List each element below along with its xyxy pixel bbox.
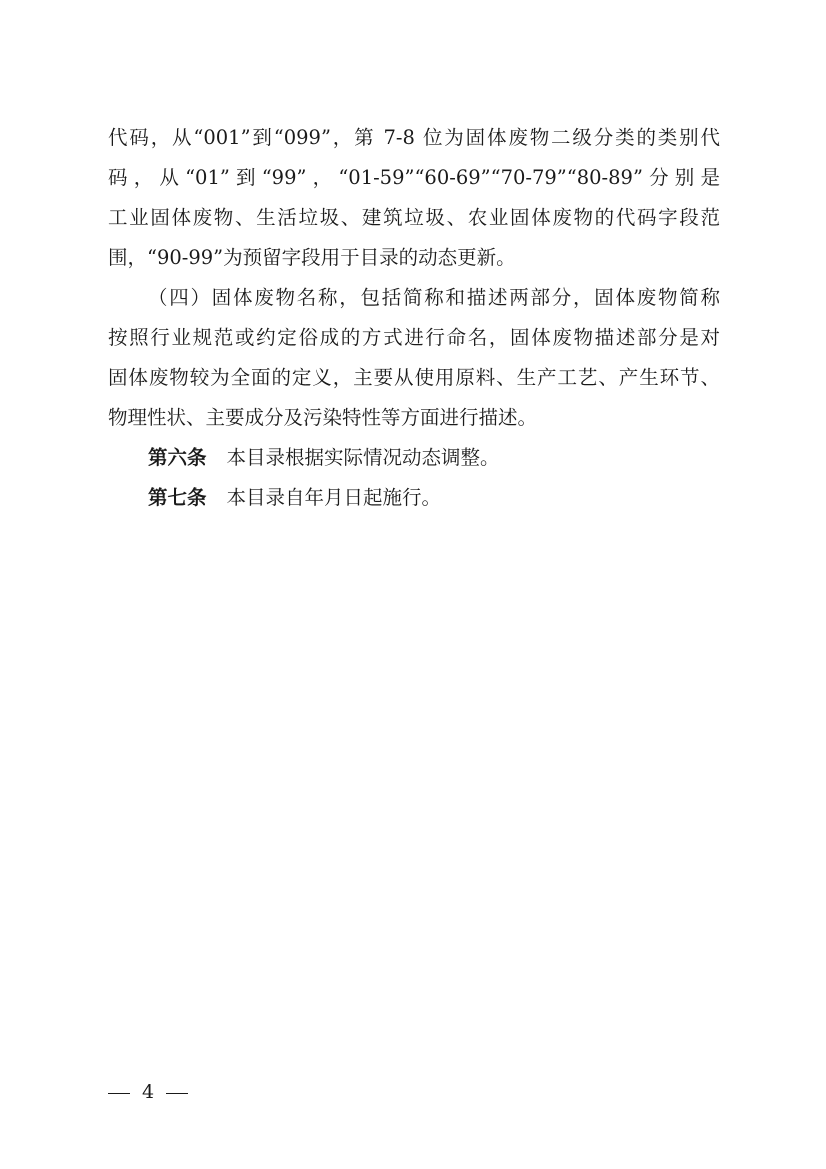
paragraph-code-description xyxy=(108,118,720,278)
paragraph-line: 码，从“01”到“99”，“01-59”“60-69”“70-79”“80-89”分别是 xyxy=(108,166,720,189)
paragraph-line: 固体废物较为全面的定义，主要从使用原料、生产工艺、产生环节、 xyxy=(108,366,720,389)
paragraph-line: 代码，从“001”到“099”，第 7-8 位为固体废物二级分类的类别代 xyxy=(108,126,720,149)
paragraph-line: 按照行业规范或约定俗成的方式进行命名，固体废物描述部分是对 xyxy=(108,326,720,349)
paragraph-line: 工业固体废物、生活垃圾、建筑垃圾、农业固体废物的代码字段范 xyxy=(108,206,720,229)
paragraph-line: 围，“90-99”为预留字段用于目录的动态更新。 xyxy=(108,246,516,269)
page-number: 4 xyxy=(142,1081,155,1103)
paragraph-line: 物理性状、主要成分及污染特性等方面进行描述。 xyxy=(108,406,538,429)
page-footer xyxy=(108,1078,188,1106)
article-six-text: 本目录根据实际情况动态调整。 xyxy=(226,446,500,469)
paragraph-waste-name xyxy=(108,278,720,438)
article-six-title: 第六条 xyxy=(148,446,207,469)
article-seven xyxy=(108,478,720,518)
footer-left-dash xyxy=(108,1093,130,1094)
article-seven-text: 本目录自年月日起施行。 xyxy=(226,486,442,509)
document-body xyxy=(108,118,720,518)
article-six xyxy=(108,438,720,478)
paragraph-line: （四）固体废物名称，包括简称和描述两部分，固体废物简称 xyxy=(148,286,720,309)
article-seven-title: 第七条 xyxy=(148,486,207,509)
footer-right-dash xyxy=(166,1093,188,1094)
